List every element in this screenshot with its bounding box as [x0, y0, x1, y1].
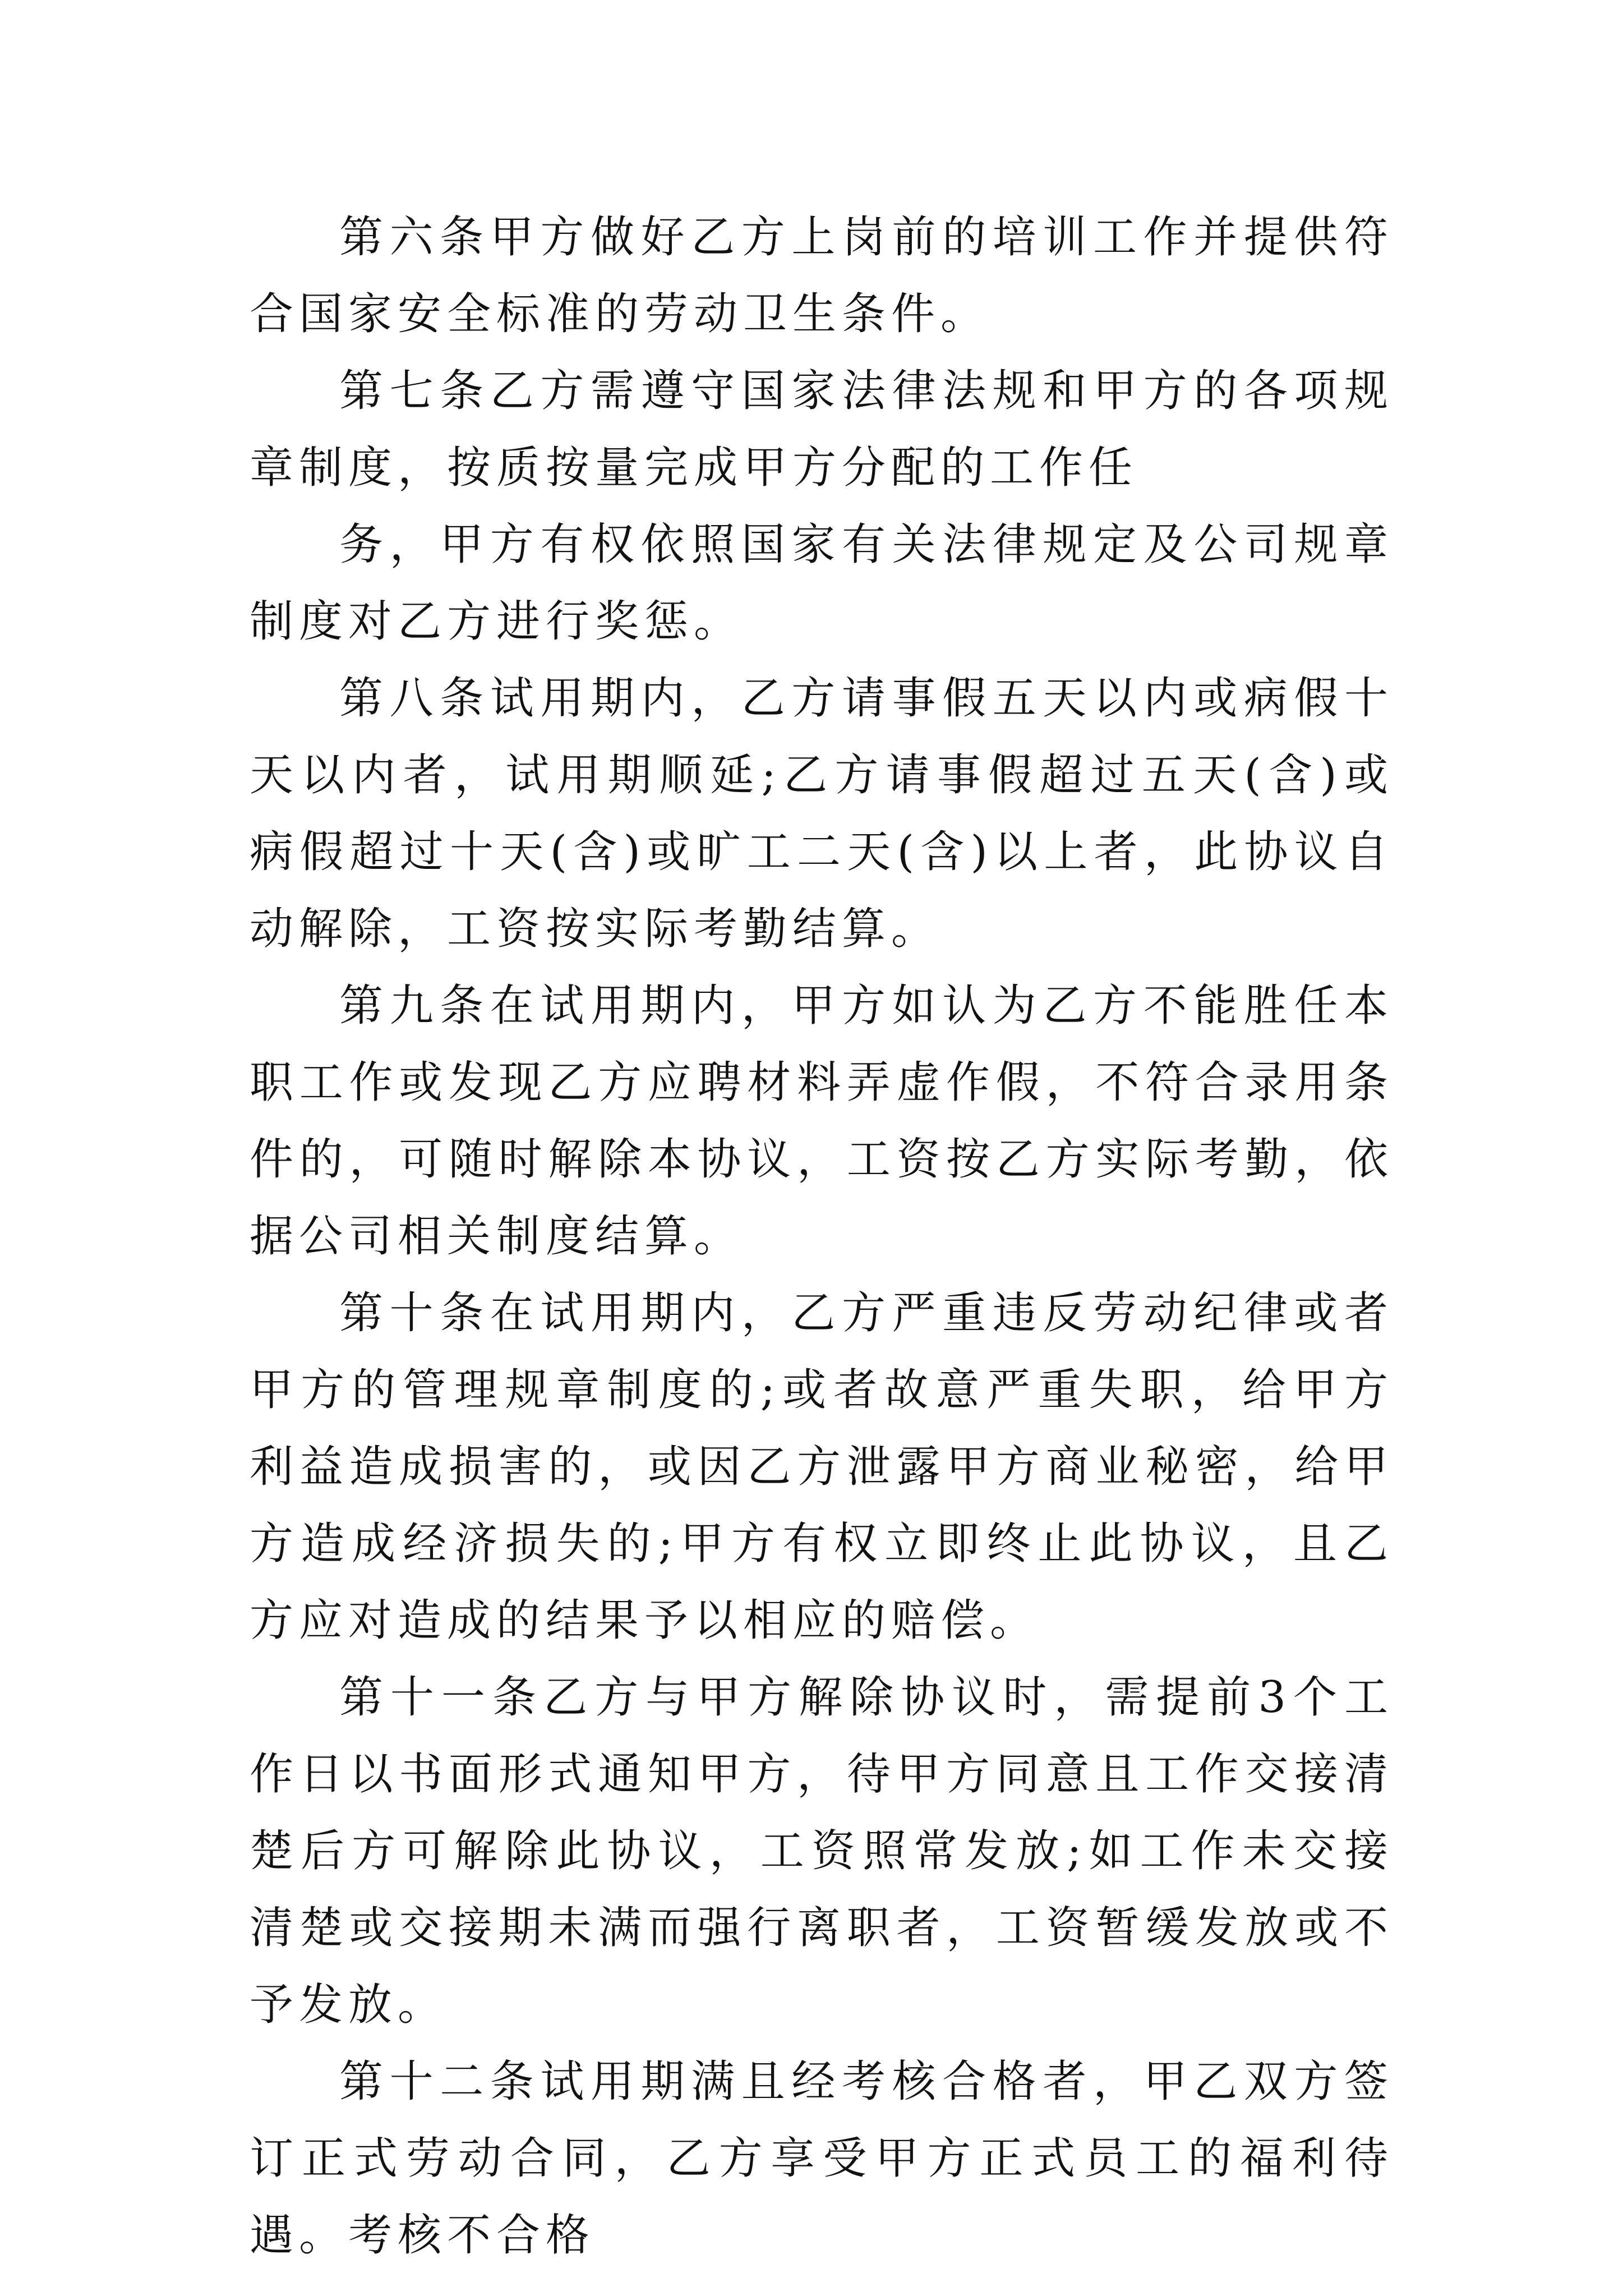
article-9-paragraph: 第九条在试用期内，甲方如认为乙方不能胜任本职工作或发现乙方应聘材料弄虚作假，不符合录用条件的，可随时解除本协议，工资按乙方实际考勤，依据公司相关制度结算。 — [250, 981, 1394, 1262]
document-body — [250, 199, 1394, 2274]
article-7-paragraph: 第七条乙方需遵守国家法律法规和甲方的各项规章制度，按质按量完成甲方分配的工作任 — [250, 366, 1394, 493]
article-11-paragraph: 第十一条乙方与甲方解除协议时，需提前3个工作日以书面形式通知甲方，待甲方同意且工作交接清楚后方可解除此协议，工资照常发放;如工作未交接清楚或交接期未满而强行离职者，工资暂缓发放或不予发放。 — [250, 1672, 1394, 2030]
article-12-paragraph: 第十二条试用期满且经考核合格者，甲乙双方签订正式劳动合同，乙方享受甲方正式员工的福利待遇。考核不合格 — [250, 2056, 1394, 2261]
article-10-paragraph: 第十条在试用期内，乙方严重违反劳动纪律或者甲方的管理规章制度的;或者故意严重失职，给甲方利益造成损害的，或因乙方泄露甲方商业秘密，给甲方造成经济损失的;甲方有权立即终止此协议，且乙方应对造成的结果予以相应的赔偿。 — [250, 1288, 1394, 1646]
article-6-paragraph: 第六条甲方做好乙方上岗前的培训工作并提供符合国家安全标准的劳动卫生条件。 — [250, 212, 1394, 339]
article-7-continuation-paragraph: 务，甲方有权依照国家有关法律规定及公司规章制度对乙方进行奖惩。 — [250, 519, 1394, 647]
article-8-paragraph: 第八条试用期内，乙方请事假五天以内或病假十天以内者，试用期顺延;乙方请事假超过五天(含)或病假超过十天(含)或旷工二天(含)以上者，此协议自动解除，工资按实际考勤结算。 — [250, 673, 1394, 954]
